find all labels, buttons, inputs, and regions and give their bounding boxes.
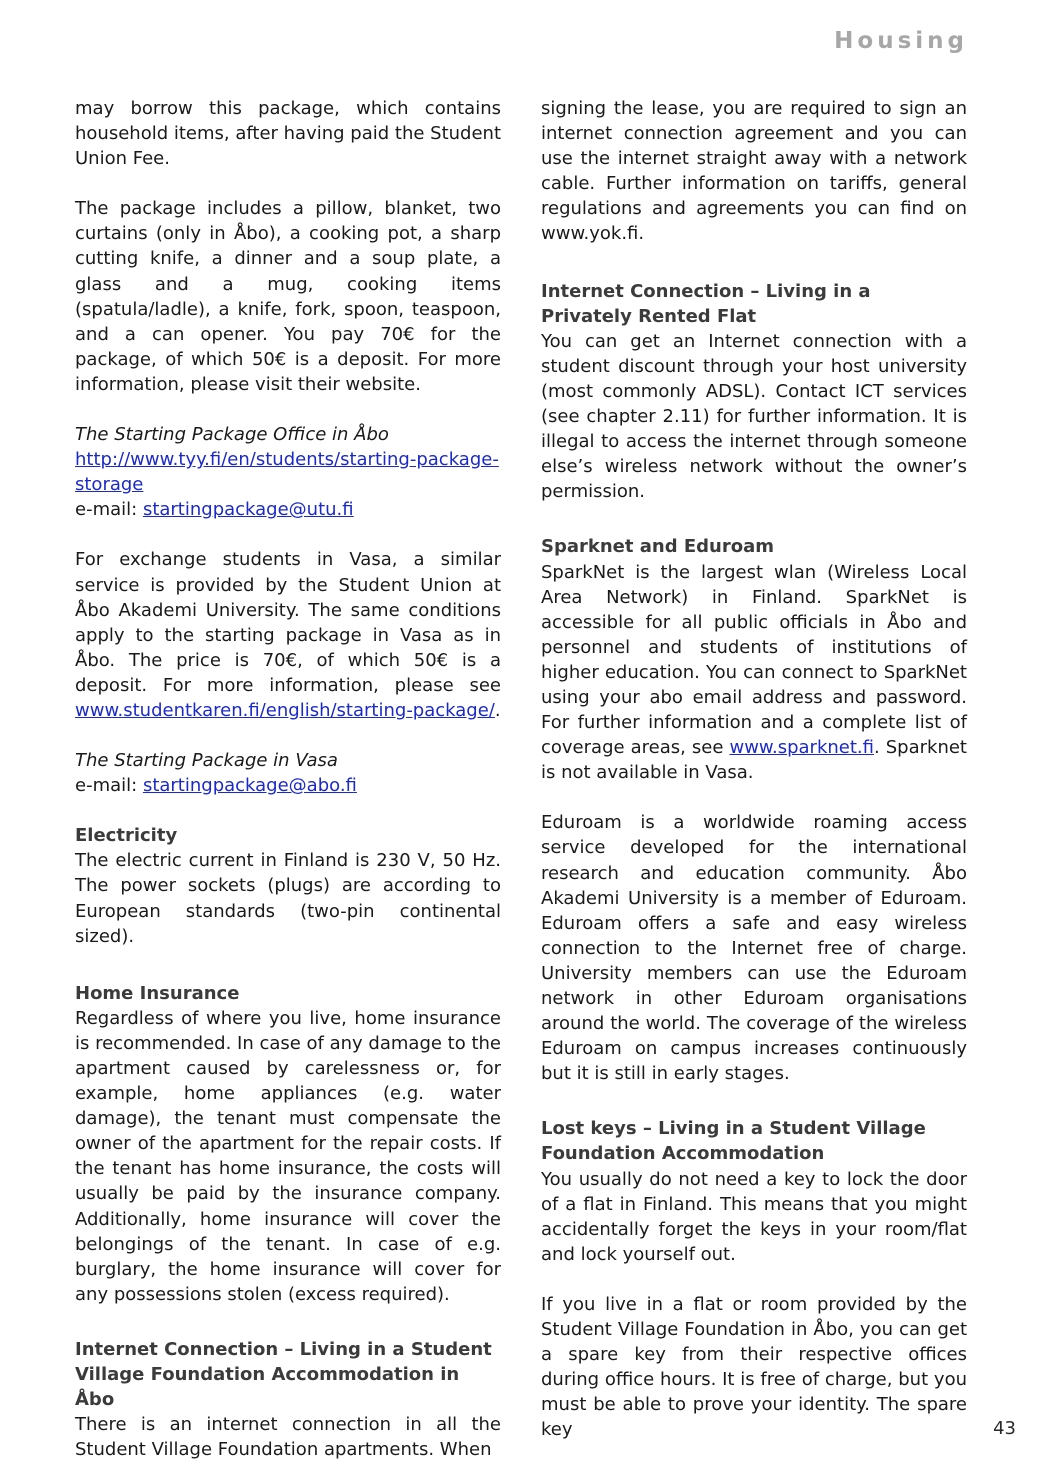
sparknet-paragraph bbox=[541, 560, 967, 786]
abo-office-link[interactable]: http://www.tyy.fi/en/students/starting-package-storage bbox=[75, 449, 499, 496]
page-number: 43 bbox=[993, 1418, 1016, 1439]
private-flat-text: You can get an Internet connection with a student discount through your host university (most commonly ADSL). Contact ICT services (see chapter 2.11) for further information. It is illegal to access the internet through someone else’s wireless network without the owner’s permission. bbox=[541, 330, 967, 503]
internet-svf-heading: Internet Connection – Living in a Student Village Foundation Accommodation in Åbo bbox=[75, 1338, 492, 1411]
sparknet-heading: Sparknet and Eduroam bbox=[541, 536, 774, 558]
vasa-paragraph bbox=[75, 547, 501, 723]
home-insurance-heading: Home Insurance bbox=[75, 982, 240, 1004]
email-label: e-mail: bbox=[75, 775, 138, 797]
abo-email-link[interactable]: startingpackage@utu.fi bbox=[142, 499, 354, 521]
electricity-text: The electric current in Finland is 230 V, 50 Hz. The power sockets (plugs) are according to European standards (two-pin continental sized). bbox=[75, 850, 501, 947]
abo-office-title: The Starting Package Office in Åbo bbox=[75, 424, 389, 446]
sparknet-suffix: . Sparknet is not available in Vasa. bbox=[541, 737, 967, 784]
email-label: e-mail: bbox=[75, 499, 138, 521]
internet-svf-text: There is an internet connection in all the Student Village Foundation apartments. When bbox=[75, 1414, 501, 1461]
studentkaren-link[interactable]: www.studentkaren.fi/english/starting-package/ bbox=[75, 699, 495, 721]
sparknet-link[interactable]: www.sparknet.fi bbox=[729, 737, 874, 759]
vasa-email-link[interactable]: startingpackage@abo.fi bbox=[142, 775, 357, 797]
vasa-package-title: The Starting Package in Vasa bbox=[75, 750, 338, 772]
vasa-package-block bbox=[75, 748, 501, 798]
left-column bbox=[75, 96, 501, 1462]
eduroam-text: Eduroam is a worldwide roaming access service developed for the international research and education community. Åbo Akademi University is a member of Eduroam. Eduroam offers a safe and easy wireless connection to the Internet free of charge. University members can use the Eduroam network in other Eduroam organisations around the world. The coverage of the wireless Eduroam on campus increases continuously but it is still in early stages. bbox=[541, 812, 967, 1085]
lost-keys-text: You usually do not need a key to lock the door of a flat in Finland. This means that you might accidentally forget the keys in your room/flat and lock yourself out. bbox=[541, 1168, 967, 1265]
home-insurance-text: Regardless of where you live, home insurance is recommended. In case of any damage to the apartment caused by carelessness or, for example, home appliances (e.g. water damage), the tenant must compensate the owner of the apartment for the repair costs. If the tenant has home insurance, the costs will usually be paid by the insurance company. Additionally, home insurance will cover the belongings of the tenant. In case of e.g. burglary, the home insurance will cover for any possessions stolen (excess required). bbox=[75, 1007, 502, 1305]
vasa-link-suffix: . bbox=[494, 699, 501, 721]
right-column bbox=[541, 96, 967, 1443]
paragraph: signing the lease, you are required to sign an internet connection agreement and you can use the internet straight away with a network cable. Further information on tariffs, general regulations and agreements you can find on www.yok.fi. bbox=[541, 98, 967, 245]
vasa-text: For exchange students in Vasa, a similar service is provided by the Student Union at Åbo Akademi University. The same conditions apply to the starting package in Vasa as in Åbo. The price is 70€, of which 50€ is a deposit. For more information, please see bbox=[75, 549, 501, 696]
running-head: Housing bbox=[834, 28, 968, 54]
spare-key-text: If you live in a flat or room provided by the Student Village Foundation in Åbo, you can get a spare key from their respective offices during office hours. It is free of charge, but you must be able to prove your identity. The spare key bbox=[541, 1293, 967, 1441]
private-flat-heading: Internet Connection – Living in a Privately Rented Flat bbox=[541, 280, 871, 327]
lost-keys-heading: Lost keys – Living in a Student Village Foundation Accommodation bbox=[541, 1118, 926, 1165]
abo-office-block bbox=[75, 422, 501, 522]
paragraph: The package includes a pillow, blanket, two curtains (only in Åbo), a cooking pot, a sharp cutting knife, a dinner and a soup plate, a glass and a mug, cooking items (spatula/ladle), a knife, fork, spoon, teaspoon, and a can opener. You pay 70€ for the package, of which 50€ is a deposit. For more information, please visit their website. bbox=[75, 198, 501, 395]
electricity-heading: Electricity bbox=[75, 825, 178, 847]
paragraph: may borrow this package, which contains household items, after having paid the Student Union Fee. bbox=[75, 98, 502, 170]
sparknet-text: SparkNet is the largest wlan (Wireless Local Area Network) in Finland. SparkNet is accessible for all public officials in Åbo and personnel and students of institutions of higher education. You can connect to SparkNet using your abo email address and password. For further information and a complete list of coverage areas, see bbox=[541, 561, 967, 759]
